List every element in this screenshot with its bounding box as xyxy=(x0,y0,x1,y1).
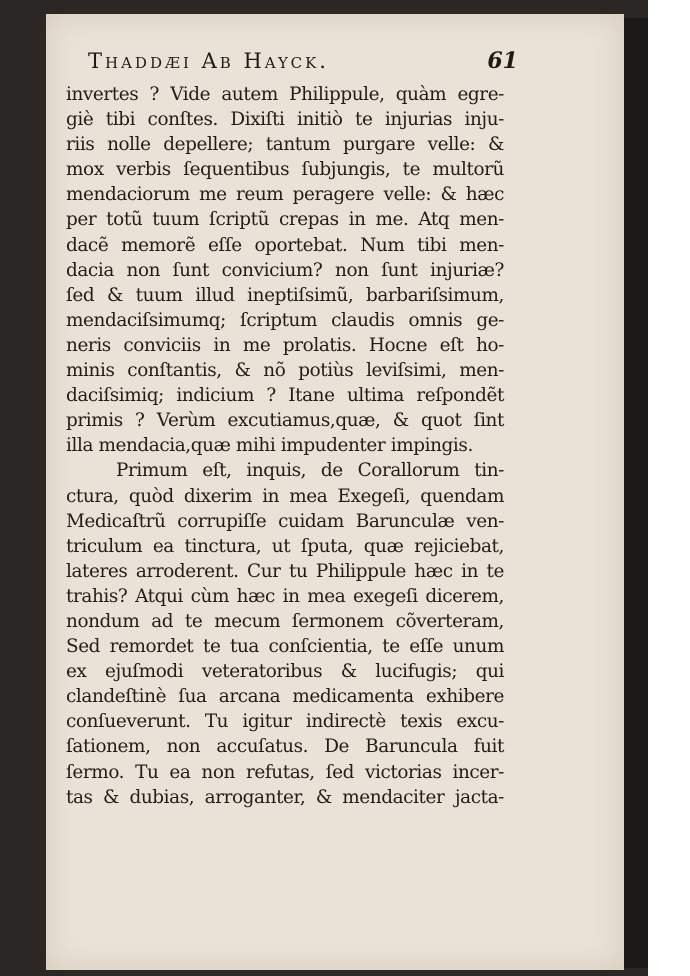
text-line: primis ? Verùm excutiamus,quæ, & quot ſint xyxy=(66,410,504,432)
text-line: nondum ad te mecum ſermonem cõverteram, xyxy=(66,610,504,632)
text-line: lateres arroderent. Cur tu Philippule hæc in te xyxy=(66,560,504,582)
page-number: 61 xyxy=(487,48,518,74)
text-line: mendaciſsimumq; ſcriptum claudis omnis ge- xyxy=(66,309,504,331)
text-line: ctura, quòd dixerim in mea Exegeſi, quendam xyxy=(66,485,504,507)
text-line: daciſsimiq; indicium ? Itane ultima reſpondẽt xyxy=(66,385,504,407)
text-line: mendaciorum me reum peragere velle: & hæc xyxy=(66,184,504,206)
text-line: ſationem, non accuſatus. De Baruncula fuit xyxy=(66,736,504,758)
text-line: minis conſtantis, & nõ potiùs leviſsimi, men- xyxy=(66,360,504,382)
text-line: Sed remordet te tua conſcientia, te eſſe unum xyxy=(66,636,504,658)
text-line: tas & dubias, arroganter, & mendaciter jacta- xyxy=(66,786,504,808)
text-line: Medicaſtrũ corrupiſſe cuidam Barunculæ ven- xyxy=(66,510,504,532)
text-line: giè tibi conſtes. Dixiſti initiò te injurias inju- xyxy=(66,109,504,131)
page-gutter xyxy=(624,18,648,968)
text-line: dacia non ſunt convicium? non ſunt injuriæ? xyxy=(66,259,504,281)
text-line: ſermo. Tu ea non refutas, ſed victorias incer- xyxy=(66,761,504,783)
text-line: dacẽ memorẽ eſſe oportebat. Num tibi men- xyxy=(66,234,504,256)
text-line: trahis? Atqui cùm hæc in mea exegeſi dicerem, xyxy=(66,585,504,607)
body-text xyxy=(66,82,504,810)
text-line: triculum ea tinctura, ut ſputa, quæ rejiciebat, xyxy=(66,535,504,557)
text-line: ſed & tuum illud ineptiſsimũ, barbariſsimum, xyxy=(66,284,504,306)
text-line: clandeſtinè ſua arcana medicamenta exhibere xyxy=(66,686,504,708)
paragraph-first-line: Primum eſt, inquis, de Corallorum tin- xyxy=(116,460,504,482)
running-head: Thaddæi Ab Hayck. xyxy=(88,49,329,73)
text-line: neris conviciis in me prolatis. Hocne eſt ho- xyxy=(66,334,504,356)
text-line: mox verbis ſequentibus ſubjungis, te multorũ xyxy=(66,159,504,181)
text-line: invertes ? Vide autem Philippule, quàm egre- xyxy=(66,84,504,105)
text-line: ex ejuſmodi veteratoribus & lucifugis; qui xyxy=(66,661,504,683)
page-header xyxy=(88,48,518,82)
text-line: illa mendacia,quæ mihi impudenter impingis. xyxy=(66,435,473,457)
text-line: conſueverunt. Tu igitur indirectè texis excu- xyxy=(66,711,504,733)
text-line: riis nolle depellere; tantum purgare velle: & xyxy=(66,134,504,156)
text-line: per totũ tuum ſcriptũ crepas in me. Atq men- xyxy=(66,209,504,231)
